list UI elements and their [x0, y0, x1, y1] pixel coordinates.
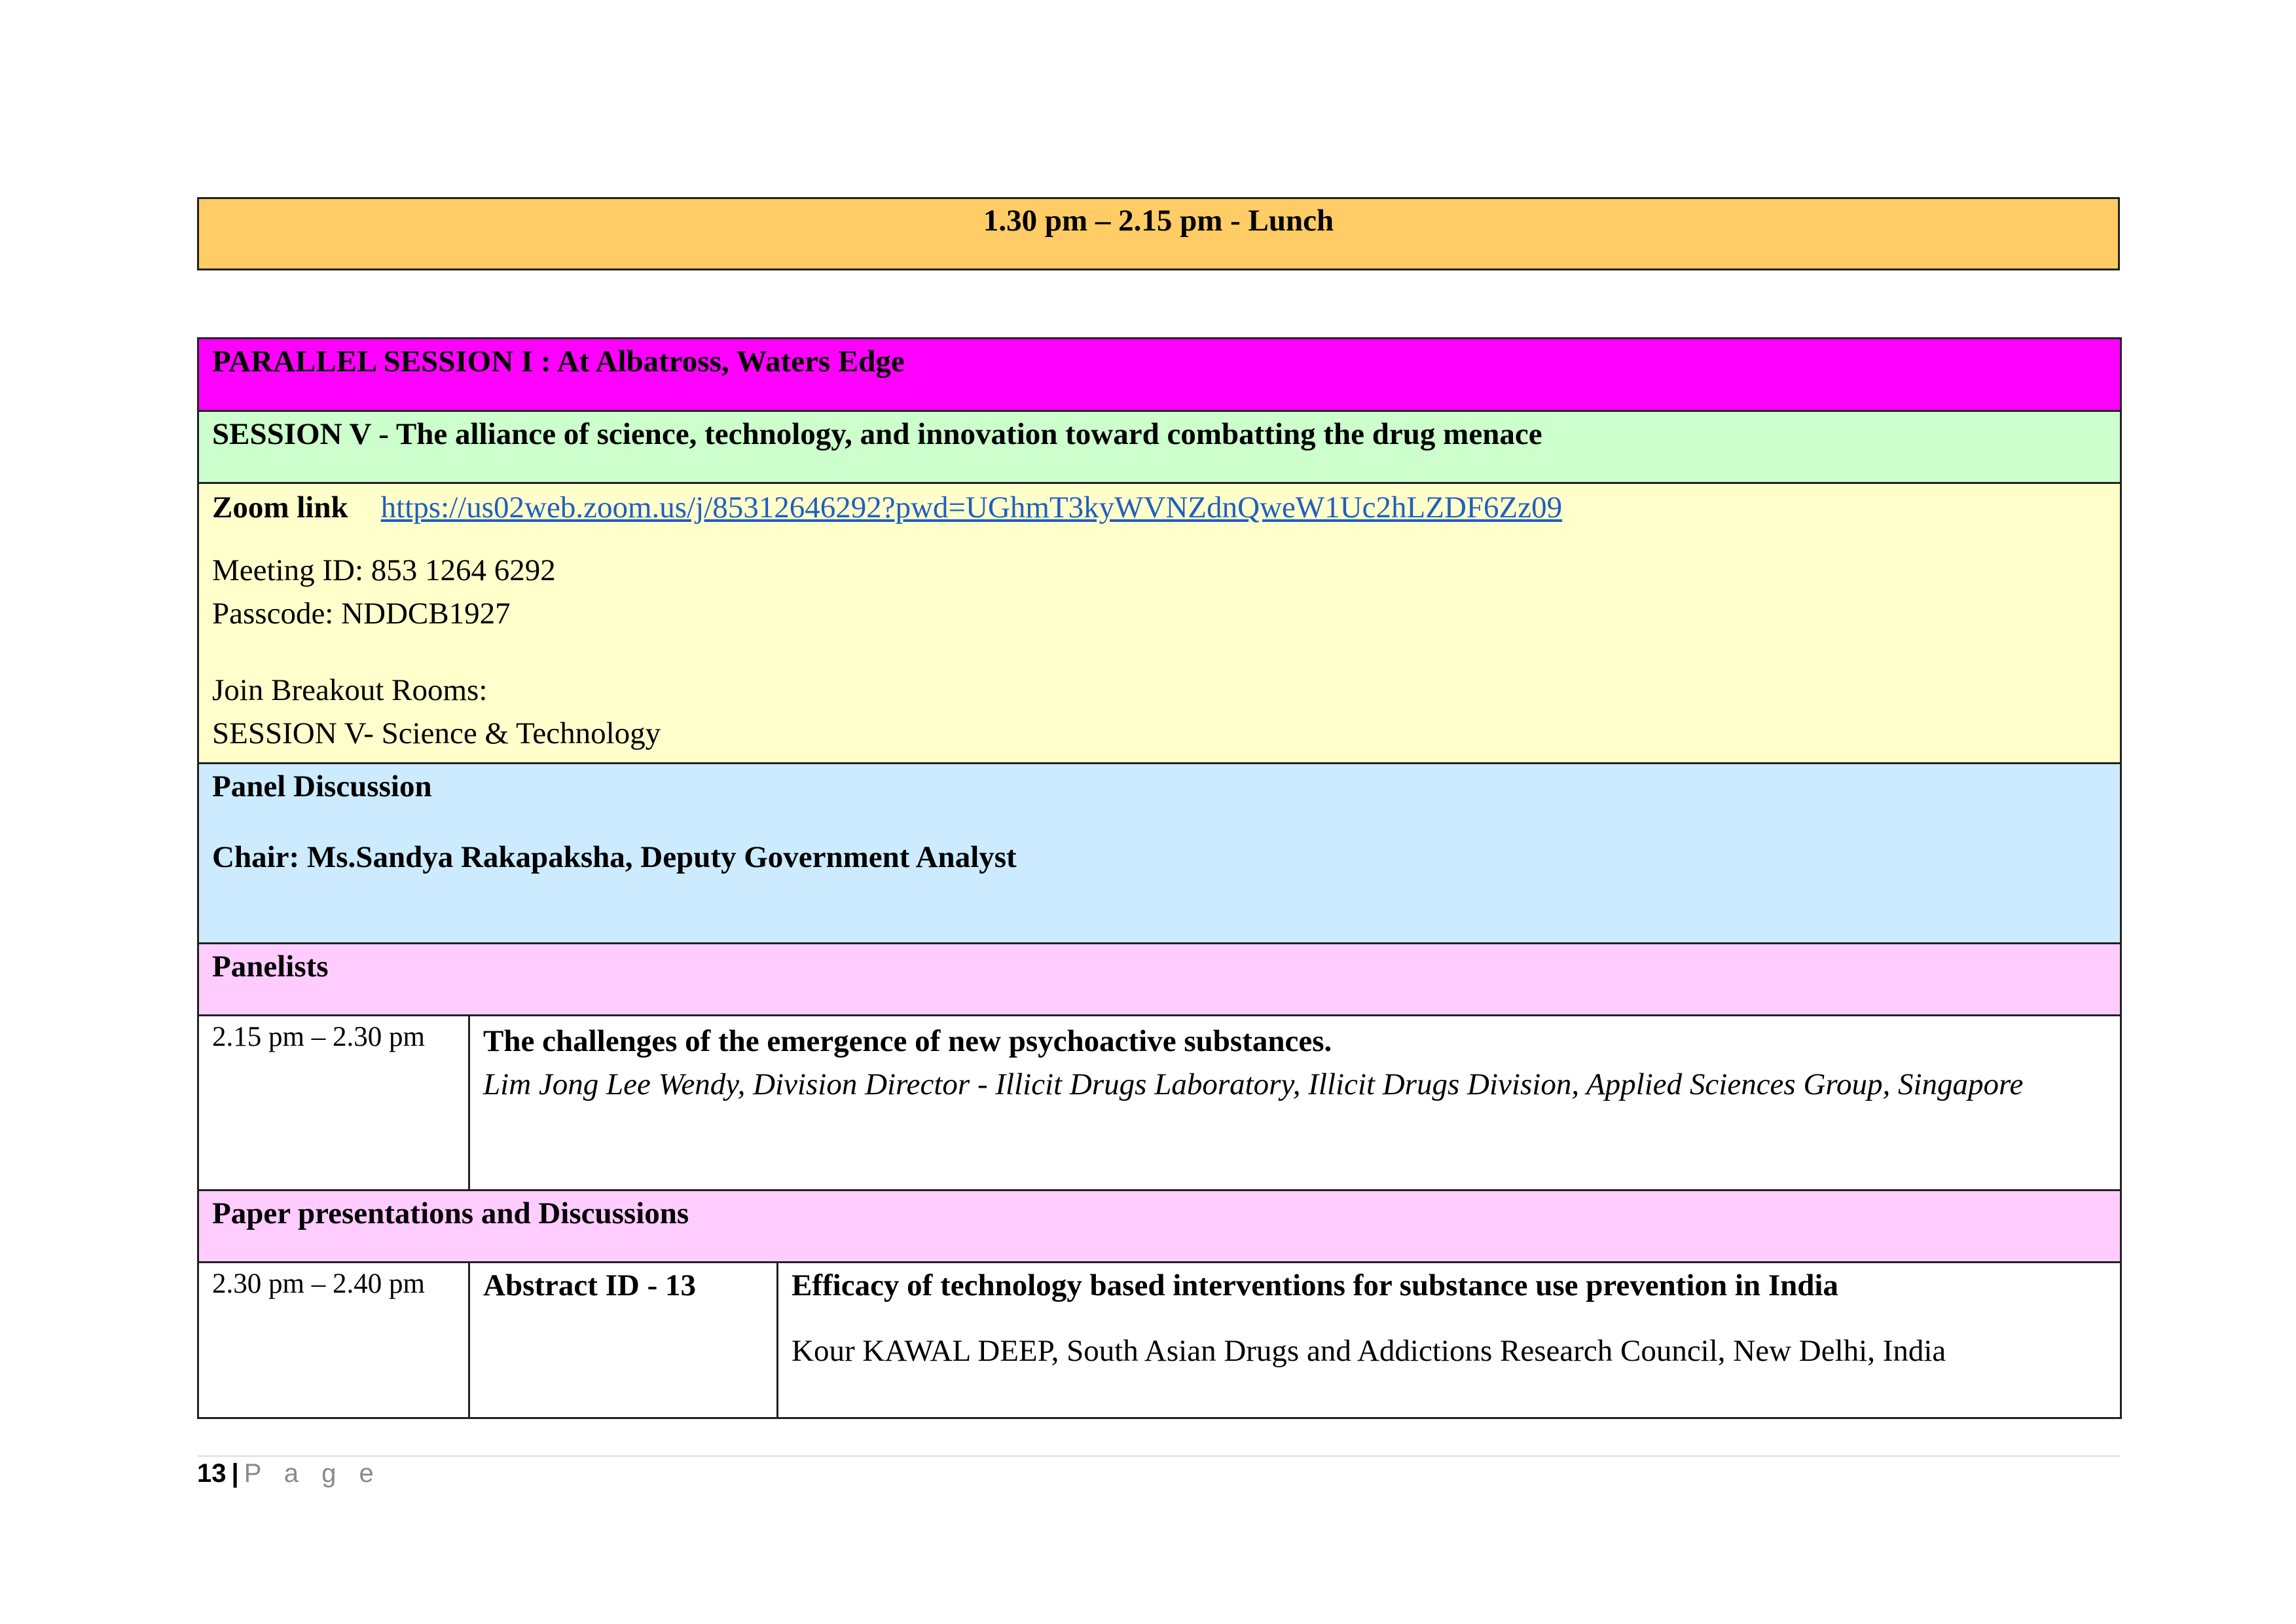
paper-title: Efficacy of technology based interventions for substance use prevention in India: [792, 1268, 1838, 1302]
page-label: P a g e: [244, 1459, 382, 1488]
breakout-label: Join Breakout Rooms:: [212, 673, 488, 708]
paper-entry: [778, 1263, 2121, 1418]
footer-separator: |: [231, 1459, 239, 1488]
paper-author: Kour KAWAL DEEP, South Asian Drugs and Addictions Research Council, New Delhi, India: [792, 1333, 1946, 1368]
parallel-session-heading: PARALLEL SESSION I : At Albatross, Waters Edge: [198, 339, 2121, 411]
session-title: SESSION V - The alliance of science, technology, and innovation toward combatting the drug menace: [198, 411, 2121, 483]
passcode: Passcode: NDDCB1927: [212, 596, 511, 631]
zoom-link[interactable]: https://us02web.zoom.us/j/85312646292?pwd=UGhmT3kyWVNZdnQweW1Uc2hLZDF6Zz09: [380, 490, 1563, 525]
session-table: [197, 337, 2122, 1419]
breakout-room: SESSION V- Science & Technology: [212, 716, 661, 751]
papers-heading: Paper presentations and Discussions: [198, 1190, 2121, 1263]
footer-divider: [197, 1455, 2120, 1457]
page-footer: [197, 1459, 382, 1488]
panelist-talk-title: The challenges of the emergence of new psychoactive substances.: [483, 1024, 1332, 1058]
paper-abstract-id: Abstract ID - 13: [469, 1263, 778, 1418]
panel-chair: Chair: Ms.Sandya Rakapaksha, Deputy Government Analyst: [212, 840, 1017, 874]
panel-discussion: [198, 764, 2121, 944]
zoom-details: [198, 483, 2121, 764]
lunch-banner: 1.30 pm – 2.15 pm - Lunch: [197, 197, 2120, 270]
panelist-entry: [469, 1016, 2121, 1190]
meeting-id: Meeting ID: 853 1264 6292: [212, 553, 556, 587]
zoom-label: Zoom link: [212, 490, 348, 525]
panelists-heading: Panelists: [198, 944, 2121, 1016]
panelist-time: 2.15 pm – 2.30 pm: [198, 1016, 469, 1190]
paper-time: 2.30 pm – 2.40 pm: [198, 1263, 469, 1418]
panelist-speaker: Lim Jong Lee Wendy, Division Director - Illicit Drugs Laboratory, Illicit Drugs Division, Applied Sciences Group, Singapore: [483, 1067, 2024, 1101]
panel-heading: Panel Discussion: [212, 769, 432, 803]
page-number: 13: [197, 1459, 227, 1488]
